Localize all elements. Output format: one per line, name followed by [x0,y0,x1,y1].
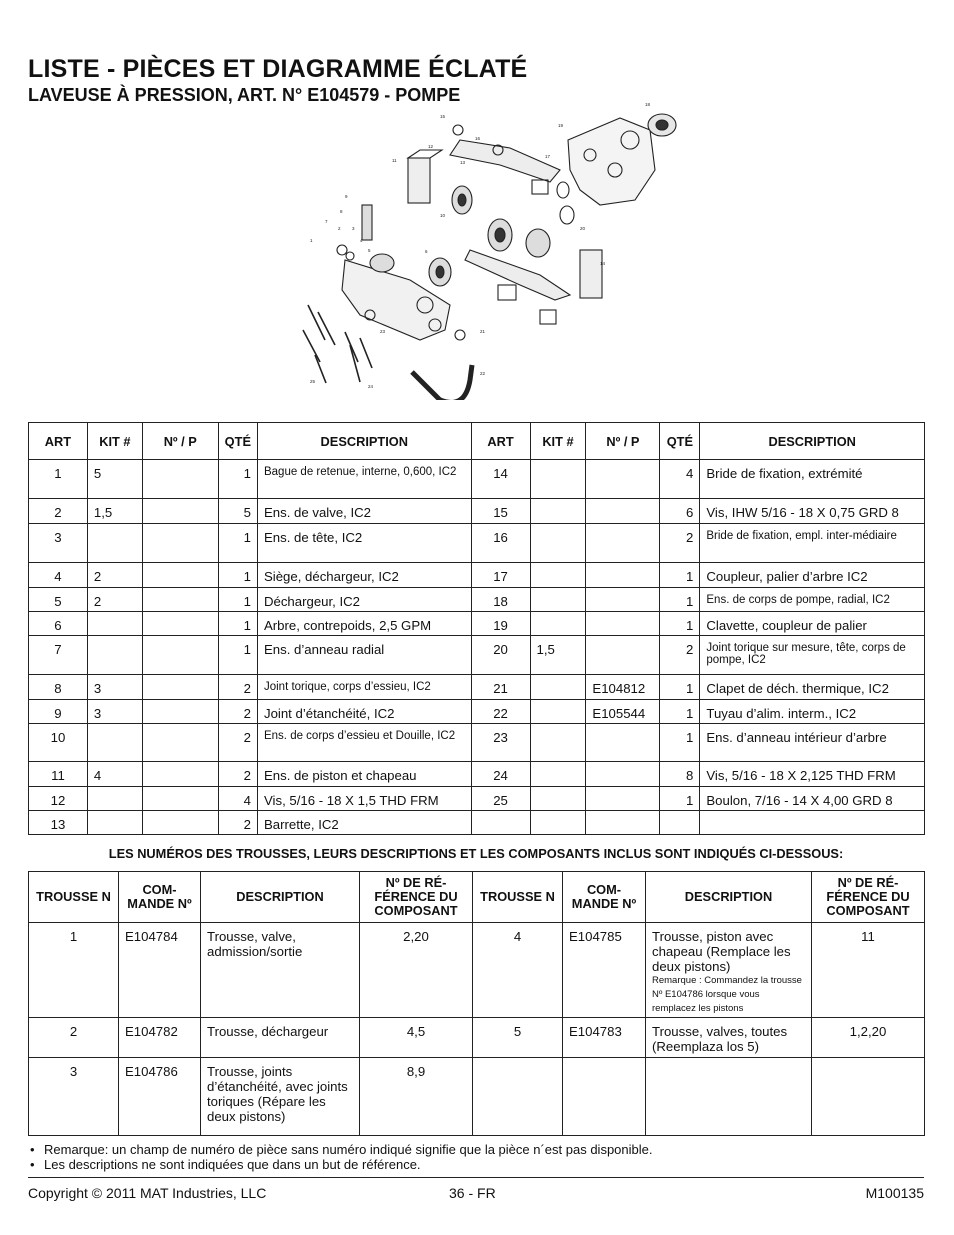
svg-text:5: 5 [368,248,371,253]
cell-part-number: E104812 [586,675,660,700]
cell-text: 1 [69,929,78,944]
cell-kit [530,524,586,563]
cell-kit [87,636,142,675]
cell-art: 13 [29,811,88,835]
cell-kit-number [29,1018,119,1058]
kit-remark: Remarque : Commandez la trousse Nº E104786 lorsque vous remplacez les pistons [652,975,802,1014]
cell-kit [530,588,586,612]
cell-kit-description [646,923,812,1018]
cell-description: Clapet de déch. thermique, IC2 [700,675,925,700]
cell-part-number [586,524,660,563]
cell-art: 5 [29,588,88,612]
cell-part-number [586,588,660,612]
cell-text: E104782 [125,1024,178,1039]
cell-component-ref [360,1018,473,1058]
cell-description: Siège, déchargeur, IC2 [257,563,471,588]
svg-text:21: 21 [480,329,486,334]
cell-art: 15 [471,499,530,524]
svg-text:17: 17 [545,154,551,159]
svg-text:6: 6 [425,249,428,254]
cell-art: 23 [471,724,530,762]
cell-text: Trousse, valves, toutes (Reemplaza los 5) [652,1024,788,1054]
cell-kit: 3 [87,700,142,724]
cell-part-number [142,612,218,636]
cell-part-number [586,460,660,499]
cell-art: 18 [471,588,530,612]
table-row [29,1058,925,1136]
col-description: DESCRIPTION [257,423,471,460]
svg-text:8: 8 [340,209,343,214]
cell-art: 10 [29,724,88,762]
cell-description: Joint d’étanchéité, IC2 [257,700,471,724]
cell-art: 20 [471,636,530,675]
col-order-number: COM-MANDE Nº [563,872,646,923]
cell-order-number [119,923,201,1018]
cell-kit [87,724,142,762]
cell-component-ref [812,1018,925,1058]
table-row [29,787,925,811]
cell-component-ref [812,923,925,1018]
cell-art: 19 [471,612,530,636]
cell-description: Bride de fixation, extrémité [700,460,925,499]
notes [30,1143,653,1172]
cell-kit: 2 [87,563,142,588]
col-kit: KIT # [87,423,142,460]
page-subtitle: LAVEUSE À PRESSION, ART. N° E104579 - POMPE [28,85,461,105]
cell-part-number [142,460,218,499]
cell-kit: 4 [87,762,142,787]
cell-description: Ens. de valve, IC2 [257,499,471,524]
cell-qty: 5 [218,499,257,524]
col-description: DESCRIPTION [700,423,925,460]
cell-kit [87,811,142,835]
cell-part-number [586,563,660,588]
cell-art: 21 [471,675,530,700]
svg-text:22: 22 [480,371,486,376]
cell-kit [530,499,586,524]
svg-text:3: 3 [352,226,355,231]
table-row [29,724,925,762]
cell-art [471,811,530,835]
cell-text: Trousse, valve, admission/sortie [207,929,303,959]
cell-part-number [142,588,218,612]
svg-text:14: 14 [600,261,606,266]
cell-text: 11 [861,929,875,944]
col-kit-description: DESCRIPTION [201,872,360,923]
col-part-number: Nº / P [142,423,218,460]
cell-part-number [586,724,660,762]
cell-qty: 1 [660,724,700,762]
cell-art: 12 [29,787,88,811]
kits-header-row [29,872,925,923]
cell-text: Trousse, déchargeur [207,1024,329,1039]
cell-qty: 2 [660,524,700,563]
cell-kit-description [646,1058,812,1136]
cell-description [700,811,925,835]
cell-art: 4 [29,563,88,588]
note-item: • Remarque: un champ de numéro de pièce sans numéro indiqué signifie que la pièce n´est pas disponible. [30,1143,653,1158]
table-row [29,923,925,1018]
cell-text: 4,5 [406,1024,426,1039]
cell-kit [530,762,586,787]
cell-kit-description [201,1058,360,1136]
table-row [29,499,925,524]
cell-part-number [142,499,218,524]
parts-header-row [29,423,925,460]
cell-text: E104785 [569,929,622,944]
svg-text:11: 11 [392,158,397,163]
cell-part-number [586,762,660,787]
cell-text: E104786 [125,1064,178,1079]
cell-part-number: E105544 [586,700,660,724]
cell-qty: 1 [660,700,700,724]
cell-part-number [142,700,218,724]
svg-text:18: 18 [645,102,651,107]
cell-qty: 4 [218,787,257,811]
cell-qty: 1 [218,612,257,636]
svg-text:24: 24 [368,384,374,389]
col-art: ART [471,423,530,460]
table-row [29,1018,925,1058]
cell-kit-number [473,1018,563,1058]
cell-description: Ens. de corps de pompe, radial, IC2 [700,588,925,612]
svg-text:10: 10 [440,213,446,218]
cell-qty: 1 [660,612,700,636]
cell-qty: 1 [218,636,257,675]
cell-art: 1 [29,460,88,499]
table-row [29,460,925,499]
cell-art: 17 [471,563,530,588]
cell-part-number [586,499,660,524]
table-row [29,636,925,675]
cell-text: 5 [513,1024,522,1039]
cell-art: 22 [471,700,530,724]
exploded-pump-diagram [300,100,690,400]
cell-text: 2 [69,1024,78,1039]
cell-kit [530,811,586,835]
cell-description: Vis, IHW 5/16 - 18 X 0,75 GRD 8 [700,499,925,524]
cell-description: Bague de retenue, interne, 0,600, IC2 [257,460,471,499]
col-kit-description: DESCRIPTION [646,872,812,923]
cell-text: Trousse, joints d’étanchéité, avec joints toriques (Répare les deux pistons) [207,1064,348,1124]
col-kit-number: TROUSSE N [29,872,119,923]
cell-kit-number [473,923,563,1018]
cell-art: 16 [471,524,530,563]
table-row [29,762,925,787]
col-part-number: Nº / P [586,423,660,460]
footer-divider [28,1177,924,1178]
cell-qty: 1 [660,787,700,811]
cell-description: Clavette, coupleur de palier [700,612,925,636]
cell-part-number [586,787,660,811]
cell-text: Trousse, piston avec chapeau (Remplace les deux pistons) [652,929,791,974]
cell-kit: 2 [87,588,142,612]
cell-order-number [119,1018,201,1058]
cell-description: Ens. de tête, IC2 [257,524,471,563]
cell-qty: 1 [660,588,700,612]
cell-kit [87,787,142,811]
cell-part-number [142,563,218,588]
cell-kit-number [29,1058,119,1136]
col-qty: QTÉ [218,423,257,460]
svg-text:12: 12 [428,144,434,149]
cell-description: Ens. de corps d’essieu et Douille, IC2 [257,724,471,762]
cell-component-ref [360,1058,473,1136]
cell-description: Arbre, contrepoids, 2,5 GPM [257,612,471,636]
col-qty: QTÉ [660,423,700,460]
cell-description: Joint torique sur mesure, tête, corps de pompe, IC2 [700,636,925,675]
cell-description: Tuyau d’alim. interm., IC2 [700,700,925,724]
col-order-number: COM-MANDE Nº [119,872,201,923]
cell-text: 1,2,20 [849,1024,887,1039]
table-row [29,588,925,612]
cell-description: Ens. d’anneau radial [257,636,471,675]
cell-part-number [142,762,218,787]
svg-text:23: 23 [380,329,386,334]
cell-kit [87,612,142,636]
cell-component-ref [812,1058,925,1136]
cell-text: 3 [69,1064,78,1079]
cell-qty: 4 [660,460,700,499]
cell-qty: 2 [218,724,257,762]
cell-part-number [142,811,218,835]
cell-qty: 2 [218,762,257,787]
cell-kit-description [646,1018,812,1058]
cell-art: 24 [471,762,530,787]
cell-description: Joint torique, corps d’essieu, IC2 [257,675,471,700]
cell-description: Déchargeur, IC2 [257,588,471,612]
cell-kit [530,612,586,636]
footer-copyright: Copyright © 2011 MAT Industries, LLC [28,1185,267,1201]
svg-text:4: 4 [360,238,363,243]
cell-qty: 1 [660,675,700,700]
cell-kit-description [201,923,360,1018]
cell-description: Vis, 5/16 - 18 X 1,5 THD FRM [257,787,471,811]
cell-kit [530,675,586,700]
cell-description: Vis, 5/16 - 18 X 2,125 THD FRM [700,762,925,787]
cell-kit: 5 [87,460,142,499]
cell-description: Barrette, IC2 [257,811,471,835]
cell-qty [660,811,700,835]
cell-art: 6 [29,612,88,636]
cell-text: E104783 [569,1024,622,1039]
cell-art: 9 [29,700,88,724]
cell-art: 3 [29,524,88,563]
cell-kit [530,563,586,588]
col-component-ref: Nº DE RÉ-FÉRENCE DU COMPOSANT [360,872,473,923]
cell-qty: 2 [660,636,700,675]
cell-text: 8,9 [406,1064,426,1079]
note-item: • Les descriptions ne sont indiquées que dans un but de référence. [30,1158,653,1173]
footer-page-number: 36 - FR [449,1185,496,1201]
cell-kit [530,700,586,724]
cell-part-number [142,787,218,811]
cell-text: 4 [513,929,522,944]
svg-text:13: 13 [460,160,466,165]
svg-text:1: 1 [310,238,313,243]
parts-table [28,422,925,835]
cell-qty: 2 [218,811,257,835]
cell-qty: 6 [660,499,700,524]
cell-kit: 1,5 [87,499,142,524]
cell-order-number [563,1018,646,1058]
table-row [29,675,925,700]
cell-kit: 1,5 [530,636,586,675]
cell-kit [530,460,586,499]
table-row [29,811,925,835]
cell-description: Boulon, 7/16 - 14 X 4,00 GRD 8 [700,787,925,811]
table-row [29,700,925,724]
cell-qty: 2 [218,700,257,724]
kits-table [28,871,925,1136]
cell-qty: 1 [218,588,257,612]
cell-kit: 3 [87,675,142,700]
cell-art: 8 [29,675,88,700]
cell-art: 11 [29,762,88,787]
cell-kit [530,724,586,762]
cell-part-number [586,612,660,636]
cell-order-number [119,1058,201,1136]
cell-text: E104784 [125,929,178,944]
cell-kit [530,787,586,811]
cell-art: 14 [471,460,530,499]
cell-component-ref [360,923,473,1018]
cell-art: 7 [29,636,88,675]
cell-text: 2,20 [403,929,429,944]
cell-part-number [142,675,218,700]
svg-text:9: 9 [345,194,348,199]
svg-text:2: 2 [338,226,341,231]
svg-text:7: 7 [325,219,328,224]
col-kit-number: TROUSSE N [473,872,563,923]
col-component-ref: Nº DE RÉ-FÉRENCE DU COMPOSANT [812,872,925,923]
cell-order-number [563,1058,646,1136]
svg-text:25: 25 [310,379,316,384]
cell-kit-number [29,923,119,1018]
cell-part-number [142,724,218,762]
cell-part-number [142,524,218,563]
cell-qty: 2 [218,675,257,700]
cell-part-number [586,811,660,835]
svg-text:16: 16 [475,136,481,141]
cell-qty: 1 [660,563,700,588]
cell-description: Bride de fixation, empl. inter-médiaire [700,524,925,563]
cell-order-number [563,923,646,1018]
table-row [29,612,925,636]
table-row [29,524,925,563]
svg-text:19: 19 [558,123,564,128]
cell-part-number [142,636,218,675]
cell-art: 25 [471,787,530,811]
cell-description: Ens. de piston et chapeau [257,762,471,787]
footer-doc-number: M100135 [865,1185,924,1201]
cell-qty: 1 [218,563,257,588]
cell-qty: 1 [218,524,257,563]
cell-kit-number [473,1058,563,1136]
cell-description: Ens. d’anneau intérieur d’arbre [700,724,925,762]
table-row [29,563,925,588]
cell-qty: 8 [660,762,700,787]
cell-kit-description [201,1018,360,1058]
page-title: LISTE - PIÈCES ET DIAGRAMME ÉCLATÉ [28,55,528,83]
svg-text:20: 20 [580,226,586,231]
cell-qty: 1 [218,460,257,499]
cell-description: Coupleur, palier d’arbre IC2 [700,563,925,588]
col-kit: KIT # [530,423,586,460]
kits-heading: LES NUMÉROS DES TROUSSES, LEURS DESCRIPTIONS ET LES COMPOSANTS INCLUS SONT INDIQUÉS CI-DESSOUS: [108,846,844,861]
cell-part-number [586,636,660,675]
col-art: ART [29,423,88,460]
cell-kit [87,524,142,563]
svg-text:15: 15 [440,114,446,119]
cell-art: 2 [29,499,88,524]
